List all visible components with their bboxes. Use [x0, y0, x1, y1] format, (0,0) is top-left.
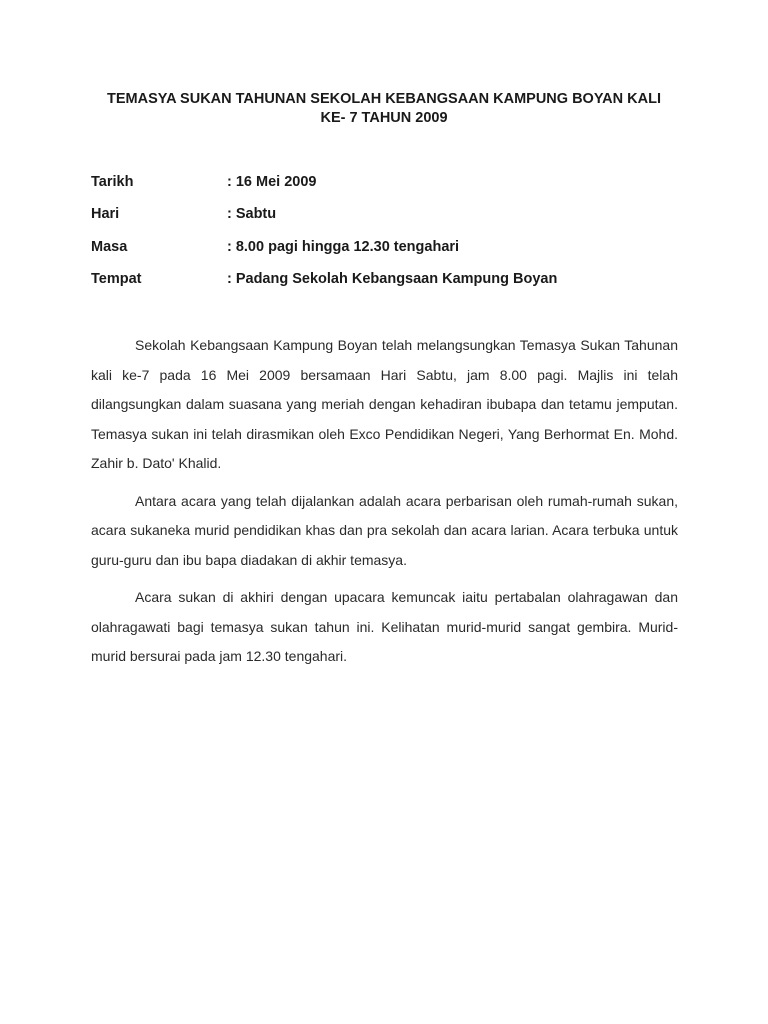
detail-value: 8.00 pagi hingga 12.30 tengahari [235, 238, 460, 255]
detail-separator: : [227, 206, 232, 223]
paragraph-1: Sekolah Kebangsaan Kampung Boyan telah melangsungkan Temasya Sukan Tahunan kali ke-7 pada 16 Mei 2009 bersamaan Hari Sabtu, jam 8.00 pagi. Majlis ini telah dilangsungkan dalam suasana yang meriah dengan kehadiran ibubapa dan tetamu jemputan. Temasya sukan ini telah dirasmikan oleh Exco Pendidikan Negeri, Yang Berhormat En. Mohd. Zahir b. Dato' Khalid. [91, 337, 678, 471]
detail-separator: : [227, 174, 232, 190]
detail-separator: : [227, 270, 232, 287]
detail-value: Sabtu [235, 206, 277, 223]
detail-value: 16 Mei 2009 [235, 174, 317, 190]
detail-row-hari [91, 206, 691, 238]
detail-row-tarikh [91, 174, 691, 206]
paragraph-2: Antara acara yang telah dijalankan adalah acara perbarisan oleh rumah-rumah sukan, acara sukaneka murid pendidikan khas dan pra sekolah dan acara larian. Acara terbuka untuk guru-guru dan ibu bapa diadakan di akhir temasya. [91, 492, 678, 568]
detail-label: Tarikh [91, 174, 134, 190]
title-line-2: KE- 7 TAHUN 2009 [320, 110, 448, 126]
paragraph-3: Acara sukan di akhiri dengan upacara kemuncak iaitu pertabalan olahragawan dan olahragawati bagi temasya sukan tahun ini. Kelihatan murid-murid sangat gembira. Murid-murid bersurai pada jam 12.30 tengahari. [91, 589, 678, 664]
detail-separator: : [227, 238, 232, 255]
detail-row-tempat [91, 271, 691, 303]
detail-value: Padang Sekolah Kebangsaan Kampung Boyan [235, 270, 558, 287]
report-body [91, 331, 678, 680]
title-line-1: TEMASYA SUKAN TAHUNAN SEKOLAH KEBANGSAAN KAMPUNG BOYAN KALI [107, 91, 661, 107]
detail-label: Masa [91, 238, 128, 255]
document-title [80, 90, 688, 128]
event-details [91, 174, 691, 303]
detail-label: Tempat [91, 270, 142, 287]
detail-label: Hari [91, 206, 120, 223]
detail-row-masa [91, 239, 691, 271]
